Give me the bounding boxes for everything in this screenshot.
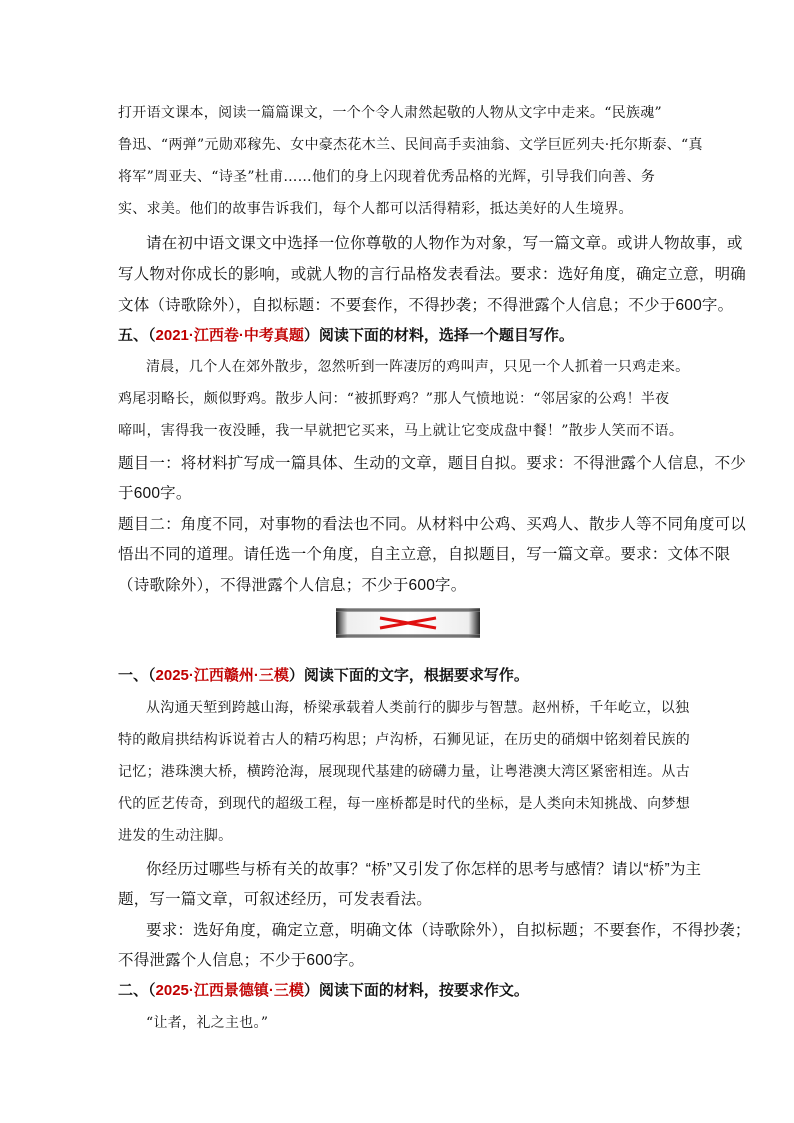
intro-prompt-line: 写人物对你成长的影响，或就人物的言行品格发表看法。要求：选好角度，确定立意，明确 (118, 266, 747, 283)
topic-line: 题目二：角度不同，对事物的看法也不同。从材料中公鸡、买鸡人、散步人等不同角度可以 (118, 516, 747, 533)
topic-line: 题目一：将材料扩写成一篇具体、生动的文章，题目自拟。要求：不得泄露个人信息，不少 (118, 455, 747, 472)
section-number: 二、 (118, 982, 149, 999)
red-cross-scroll-icon (336, 608, 480, 638)
section-1-heading (118, 664, 678, 685)
section-5-material-line: 啼叫，害得我一夜没睡，我一早就把它买来，马上就让它变成盘中餐！”散步人笑而不语。 (118, 423, 684, 439)
source-paren-open: （ (148, 327, 156, 344)
intro-material-line: 鲁迅、“两弹”元勋邓稼先、女中豪杰花木兰、民间高手卖油翁、文学巨匠列夫·托尔斯泰、“真 (118, 137, 703, 153)
section-instruction: 阅读下面的材料，选择一个题目写作。 (318, 327, 574, 344)
intro-material-line: 打开语文课本，阅读一篇篇课文，一个个令人肃然起敬的人物从文字中走来。“民族魂” (118, 105, 663, 121)
section-1-requirement-line: 要求：选好角度，确定立意，明确文体（诗歌除外），自拟标题；不要套作，不得抄袭； (146, 922, 751, 939)
section-2-quote: “让者，礼之主也。” (146, 1015, 269, 1031)
section-1-material-line: 特的敞肩拱结构诉说着古人的精巧构思；卢沟桥，石狮见证，在历史的硝烟中铭刻着民族的 (118, 732, 690, 748)
section-5-material-line: 清晨，几个人在郊外散步，忽然听到一阵凄厉的鸡叫声，只见一个人抓着一只鸡走来。 (146, 359, 690, 375)
section-1-material-line: 从沟通天堑到跨越山海，桥梁承载着人类前行的脚步与智慧。赵州桥，千年屹立，以独 (146, 700, 690, 716)
source-paren-close: ） (303, 982, 319, 999)
section-source: 2025·江西赣州·三模 (155, 667, 289, 684)
source-paren-close: ） (288, 667, 304, 684)
section-source: 2021·江西卷·中考真题 (155, 327, 304, 344)
section-instruction: 阅读下面的材料，按要求作文。 (318, 982, 529, 999)
section-1-material-line: 代的匠艺传奇，到现代的超级工程，每一座桥都是时代的坐标，是人类向未知挑战、向梦想 (118, 796, 690, 812)
section-1-material-line: 记忆；港珠澳大桥，横跨沧海，展现现代基建的磅礴力量，让粤港澳大湾区紧密相连。从古 (118, 764, 690, 780)
section-instruction: 阅读下面的文字，根据要求写作。 (303, 667, 529, 684)
section-1-requirement-line: 不得泄露个人信息；不少于600字。 (118, 952, 365, 969)
section-2-heading (118, 979, 678, 1000)
section-5-heading (118, 324, 678, 345)
topic-line: （诗歌除外），不得泄露个人信息；不少于600字。 (118, 577, 467, 594)
source-paren-open: （ (148, 982, 156, 999)
topic-line: 于600字。 (118, 485, 192, 502)
intro-prompt-line: 请在初中语文课文中选择一位你尊敬的人物作为对象，写一篇文章。或讲人物故事，或 (146, 235, 743, 252)
source-paren-close: ） (303, 327, 319, 344)
section-1-prompt-line: 题，写一篇文章，可叙述经历，可发表看法。 (118, 891, 433, 908)
section-source: 2025·江西景德镇·三模 (155, 982, 304, 999)
section-number: 一、 (118, 667, 149, 684)
source-paren-open: （ (148, 667, 156, 684)
section-number: 五、 (118, 327, 149, 344)
intro-material-line: 实、求美。他们的故事告诉我们，每个人都可以活得精彩，抵达美好的人生境界。 (118, 201, 633, 217)
topic-line: 悟出不同的道理。请任选一个角度，自主立意，自拟题目，写一篇文章。要求：文体不限 (118, 546, 731, 563)
section-1-prompt-line: 你经历过哪些与桥有关的故事？“桥”又引发了你怎样的思考与感情？请以“桥”为主 (146, 861, 702, 878)
section-5-material-line: 鸡尾羽略长，颇似野鸡。散步人问：“被抓野鸡？”那人气愤地说：“邻居家的公鸡！半夜 (118, 391, 670, 407)
intro-prompt-line: 文体（诗歌除外），自拟标题：不要套作，不得抄袭；不得泄露个人信息；不少于600字。 (118, 297, 734, 314)
section-1-material-line: 进发的生动注脚。 (118, 828, 233, 844)
intro-material-line: 将军”周亚夫、“诗圣”杜甫……他们的身上闪现着优秀品格的光辉，引导我们向善、务 (118, 169, 656, 185)
